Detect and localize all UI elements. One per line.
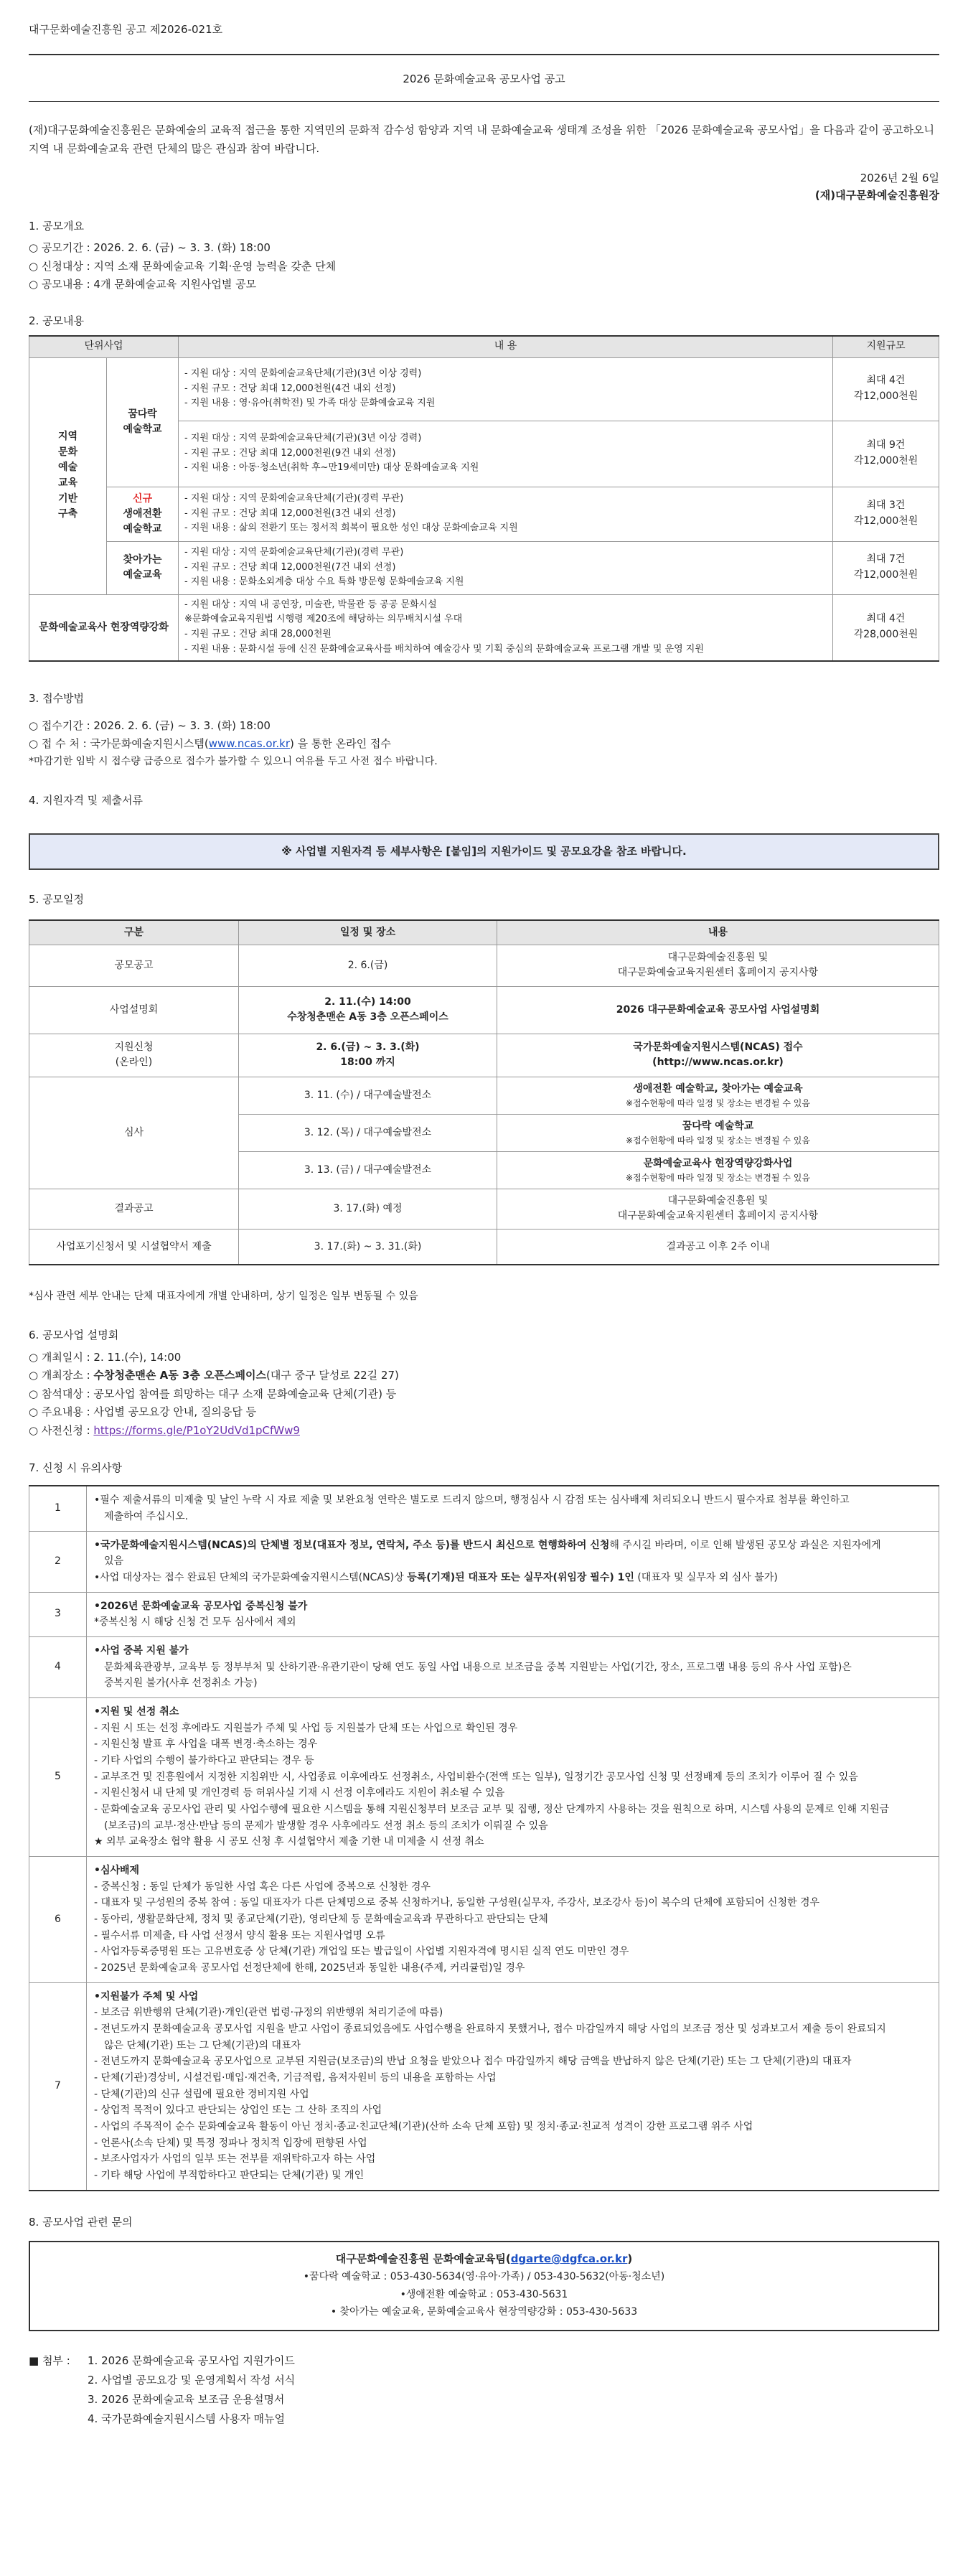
caution-line: - 동아리, 생활문화단체, 정치 및 종교단체(기관), 영리단체 등 문화예술교육과 무관하다고 판단되는 단체: [94, 1914, 548, 1926]
program-scale: 최대 7건 각12,000천원: [833, 541, 939, 594]
caution-line: - 2025년 문화예술교육 공모사업 선정단체에 한해, 2025년과 동일한 내용(주제, 커리큘럼)일 경우: [94, 1962, 525, 1975]
section-2-title: 2. 공모내용: [29, 314, 85, 327]
schedule-stage: 사업포기신청서 및 시설협약서 제출: [29, 1229, 239, 1265]
program-scale: 최대 9건 각12,000천원: [833, 421, 939, 487]
schedule-detail: [497, 1114, 939, 1151]
detail-note: ※접수현황에 따라 일정 및 장소는 변경될 수 있음: [625, 1097, 810, 1108]
schedule-detail: [497, 1189, 939, 1229]
content-line: - 지원 대상 : 지역 문화예술교육단체(기관)(경력 무관): [184, 546, 404, 558]
contact-team: [30, 2249, 938, 2268]
caution-number: 7: [29, 1982, 87, 2191]
caution-line: 제출하여 주십시오.: [104, 1510, 189, 1522]
caution-number: 6: [29, 1857, 87, 1983]
reception-period: ○ 접수기간 : 2026. 2. 6. (금) ~ 3. 3. (화) 18:00: [29, 718, 271, 732]
briefing-place-prefix: ○ 개최장소 :: [29, 1369, 94, 1382]
detail-line: 대구문화예술교육지원센터 홈페이지 공지사항: [617, 967, 819, 979]
schedule-date: 3. 12. (목) / 대구예술발전소: [239, 1114, 497, 1151]
detail-line: 생애전환 예술학교, 찾아가는 예술교육: [633, 1082, 803, 1095]
caution-line: - 대표자 및 구성원의 중복 참여 : 동일 대표자가 다른 단체명으로 중복 신청하거나, 동일한 구성원(실무자, 주강사, 보조강사 등)이 복수의 단체에 포함되어 신청한 경우: [94, 1897, 820, 1909]
program-teacher: 문화예술교육사 현장역량강화: [29, 594, 179, 661]
schedule-date: 3. 17.(화) ~ 3. 31.(화): [239, 1229, 497, 1265]
detail-line: (http://www.ncas.or.kr): [652, 1057, 784, 1069]
date-line: 2. 6.(금) ~ 3. 3.(화): [316, 1041, 420, 1054]
schedule-detail: [497, 1034, 939, 1077]
caution-line: - 사업의 주목적이 순수 문화예술교육 활동이 아닌 정치·종교·친교단체(기관)(산하 소속 단체 포함) 및 정치·종교·친교적 성격이 강한 프로그램 위주 사업: [94, 2121, 753, 2133]
content-line: - 지원 규모 : 건당 최대 12,000천원(4건 내외 선정): [184, 383, 396, 394]
caution-item: [87, 1636, 939, 1697]
content-line: - 지원 내용 : 삶의 전환기 또는 정서적 회복이 필요한 성인 대상 문화예술교육 지원: [184, 523, 518, 534]
stage-line: (온라인): [115, 1057, 153, 1069]
content-line: - 지원 규모 : 건당 최대 12,000천원(3건 내외 선정): [184, 507, 396, 519]
program-table-header: 내 용: [179, 336, 833, 357]
caution-table: [29, 1485, 939, 2191]
briefing-address: (대구 중구 달성로 22길 27): [266, 1369, 399, 1382]
caution-heading: •심사배제: [94, 1865, 140, 1877]
attachments-label: ■ 첨부 :: [29, 2353, 70, 2367]
caution-line: - 사업자등록증명원 또는 고유번호증 상 단체(기관) 개업일 또는 발급일이 사업별 지원자격에 명시된 실적 연도 미만인 경우: [94, 1946, 629, 1958]
caution-line: - 단체(기관)경상비, 시설건립·매입·재건축, 기금적립, 음저자원비 등의 내용을 포함하는 사업: [94, 2072, 497, 2084]
schedule-detail: 2026 대구문화예술교육 공모사업 사업설명회: [497, 986, 939, 1034]
content-line: - 지원 내용 : 영·유아(취학전) 및 가족 대상 문화예술교육 지원: [184, 398, 436, 409]
attachment-item[interactable]: 2. 사업별 공모요강 및 운영계획서 작성 서식: [88, 2373, 296, 2387]
schedule-detail: [497, 945, 939, 986]
contact-box: [29, 2241, 939, 2331]
attachment-item[interactable]: 4. 국가문화예술지원시스템 사용자 매뉴얼: [88, 2412, 285, 2425]
schedule-detail: 결과공고 이후 2주 이내: [497, 1229, 939, 1265]
caution-line: [94, 1570, 931, 1586]
section-4-title: 4. 지원자격 및 제출서류: [29, 793, 144, 807]
program-visiting: 찾아가는 예술교육: [107, 541, 179, 594]
section-5-title: 5. 공모일정: [29, 893, 85, 907]
detail-note: ※접수현황에 따라 일정 및 장소는 변경될 수 있음: [625, 1172, 810, 1183]
program-table: [29, 335, 939, 662]
attachment-item[interactable]: 1. 2026 문화예술교육 공모사업 지원가이드: [88, 2353, 295, 2367]
caution-line: - 언론사(소속 단체) 및 특정 정파나 정치적 입장에 편향된 사업: [94, 2137, 367, 2149]
schedule-date: [239, 1034, 497, 1077]
content-line: - 지원 대상 : 지역 내 공연장, 미술관, 박물관 등 공공 문화시설: [184, 599, 437, 610]
content-line: - 지원 규모 : 건당 최대 28,000천원: [184, 629, 332, 640]
contact-line: • 찾아가는 예술교육, 문화예술교육사 현장역량강화 : 053-430-5633: [330, 2306, 638, 2318]
intro-paragraph: (재)대구문화예술진흥원은 문화예술의 교육적 접근을 통한 지역민의 문화적 감수성 함양과 지역 내 문화예술교육 생태계 조성을 위한 「2026 문화예술교육 공모사업」을 다음과 같이 공고하오니 지역 내 문화예술교육 관련 단체의 많은 관심과 참여 바랍니다.: [29, 123, 934, 155]
caution-text: (대표자 및 실무자 외 심사 불가): [634, 1571, 778, 1583]
briefing-content: ○ 주요내용 : 사업별 공모요강 안내, 질의응답 등: [29, 1405, 257, 1419]
briefing-signup-prefix: ○ 사전신청 :: [29, 1423, 94, 1437]
title-rule-bottom: [29, 101, 939, 102]
reception-place-prefix: ○ 접 수 처 : 국가문화예술지원시스템(: [29, 737, 209, 751]
stage-line: 지원신청: [114, 1041, 154, 1054]
caution-item: [87, 1592, 939, 1636]
briefing-venue: 수창청춘맨숀 A동 3층 오픈스페이스: [93, 1369, 266, 1382]
program-transition-label: 생애전환 예술학교: [123, 507, 162, 535]
caution-line: (보조금)의 교부·정산·반납 등의 문제가 발생할 경우 사후에라도 선정 취소 등의 조치가 이뤄질 수 있음: [104, 1819, 548, 1832]
content-line: - 지원 대상 : 지역 문화예술교육단체(기관)(3년 이상 경력): [184, 432, 422, 444]
schedule-stage: 사업설명회: [29, 986, 239, 1034]
content-line: - 지원 내용 : 문화소외계층 대상 수요 특화 방문형 문화예술교육 지원: [184, 576, 464, 588]
section-3-title: 3. 접수방법: [29, 691, 85, 705]
content-line: - 지원 내용 : 아동·청소년(취학 후~만19세미만) 대상 문화예술교육 지원: [184, 462, 479, 474]
caution-line: 있음: [104, 1555, 124, 1568]
program-content: [179, 541, 833, 594]
program-dream-school: 꿈다락 예술학교: [107, 357, 179, 487]
content-line: - 지원 대상 : 지역 문화예술교육단체(기관)(3년 이상 경력): [184, 367, 422, 379]
program-category: 지역 문화 예술 교육 기반 구축: [29, 357, 107, 594]
caution-number: 2: [29, 1531, 87, 1592]
attachments-list: [88, 2351, 295, 2429]
section-1-title: 1. 공모개요: [29, 220, 85, 233]
caution-line: 문화체육관광부, 교육부 등 정부부처 및 산하기관·유관기관이 당해 연도 동일 사업 내용으로 보조금을 중복 지원받는 사업(기간, 장소, 프로그램 내용 등의 유사 사업 포함)은: [104, 1661, 852, 1673]
caution-highlight: •국가문화예술지원시스템(NCAS)의 단체별 정보(대표자 정보, 연락처, 주소 등)를 반드시 최신으로 현행화하여 신청: [94, 1539, 610, 1551]
caution-line: ★ 외부 교육장소 협약 활용 시 공모 신청 후 시설협약서 제출 기한 내 미제출 시 선정 취소: [94, 1836, 484, 1848]
attachment-item[interactable]: 3. 2026 문화예술교육 보조금 운용설명서: [88, 2392, 285, 2406]
caution-line: - 단체(기관)의 신규 설립에 필요한 경비지원 사업: [94, 2088, 309, 2100]
schedule-date: 3. 13. (금) / 대구예술발전소: [239, 1151, 497, 1189]
reception-place-suffix: ) 을 통한 온라인 접수: [290, 737, 391, 751]
schedule-stage: 공모공고: [29, 945, 239, 986]
date-line: 18:00 까지: [340, 1057, 395, 1069]
caution-text: 해 주시길 바라며, 이로 인해 발생된 공모상 과실은 지원자에게: [609, 1539, 881, 1551]
caution-line: - 기타 해당 사업에 부적합하다고 판단되는 단체(기관) 및 개인: [94, 2170, 365, 2182]
program-content: [179, 357, 833, 421]
caution-line: *중복신청 시 해당 신청 건 모두 심사에서 제외: [94, 1616, 296, 1629]
program-content: [179, 594, 833, 661]
caution-heading: •사업 중복 지원 불가: [94, 1644, 189, 1657]
new-badge: 신규: [132, 492, 153, 505]
contact-line: •꿈다락 예술학교 : 053-430-5634(영·유아·가족) / 053-430-5632(아동·청소년): [303, 2271, 665, 2283]
caution-line: - 상업적 목적이 있다고 판단되는 상업인 또는 그 산하 조직의 사업: [94, 2104, 382, 2117]
briefing-date: ○ 개최일시 : 2. 11.(수), 14:00: [29, 1350, 182, 1364]
caution-number: 3: [29, 1592, 87, 1636]
program-content: [179, 487, 833, 541]
schedule-detail: [497, 1077, 939, 1114]
reception-place: [29, 735, 939, 754]
caution-line: •필수 제출서류의 미제출 및 날인 누락 시 자료 제출 및 보완요청 연락은 별도로 드리지 않으며, 행정심사 시 감점 또는 심사배제 처리되오니 반드시 필수자료 첨부를 확인하고: [94, 1494, 850, 1507]
reception-note: *마감기한 임박 시 접수량 급증으로 접수가 불가할 수 있으니 여유를 두고 사전 접수 바랍니다.: [29, 755, 438, 767]
section-7-title: 7. 신청 시 유의사항: [29, 1461, 123, 1475]
caution-line: - 전년도까지 문화예술교육 공모사업으로 교부된 지원금(보조금)의 반납 요청을 받았으나 접수 마감일까지 해당 금액을 반납하지 않은 단체(기관) 또는 그 단체(기관)의 대표자: [94, 2056, 852, 2068]
caution-item: [87, 1857, 939, 1983]
caution-line: 중복지원 불가(사후 선정취소 가능): [104, 1677, 258, 1690]
briefing-signup: [29, 1422, 939, 1441]
overview-line: ○ 신청대상 : 지역 소재 문화예술교육 기획·운영 능력을 갖춘 단체: [29, 259, 337, 273]
overview-line: ○ 공모내용 : 4개 문화예술교육 지원사업별 공모: [29, 278, 257, 291]
schedule-stage: [29, 1034, 239, 1077]
schedule-header: 내용: [497, 920, 939, 945]
caution-number: 1: [29, 1486, 87, 1531]
detail-line: 대구문화예술진흥원 및: [667, 952, 769, 964]
attachments: [29, 2351, 939, 2429]
section-6-title: 6. 공모사업 설명회: [29, 1329, 119, 1342]
detail-note: ※접수현황에 따라 일정 및 장소는 변경될 수 있음: [625, 1135, 810, 1146]
schedule-date: [239, 986, 497, 1034]
schedule-table: [29, 919, 939, 1265]
caution-line: 않은 단체(기관) 또는 그 단체(기관)의 대표자: [104, 2039, 301, 2051]
schedule-header: 구분: [29, 920, 239, 945]
caution-line: - 보조사업자가 사업의 일부 또는 전부를 재위탁하고자 하는 사업: [94, 2153, 376, 2165]
notice-date: 2026년 2월 6일: [860, 172, 939, 184]
overview-line: ○ 공모기간 : 2026. 2. 6. (금) ~ 3. 3. (화) 18:00: [29, 241, 271, 255]
program-scale: 최대 4건 각28,000천원: [833, 594, 939, 661]
program-scale: 최대 3건 각12,000천원: [833, 487, 939, 541]
eligibility-callout: ※ 사업별 지원자격 등 세부사항은 [붙임]의 지원가이드 및 공모요강을 참조 바랍니다.: [29, 833, 939, 870]
detail-line: 문화예술교육사 현장역량강화사업: [643, 1157, 793, 1169]
caution-text: •사업 대상자는 접수 완료된 단체의 국가문화예술지원시스템(NCAS)상: [94, 1571, 408, 1583]
schedule-stage: 결과공고: [29, 1189, 239, 1229]
caution-line: - 교부조건 및 진흥원에서 지정한 지침위반 시, 사업종료 이후에라도 선정취소, 사업비환수(전액 또는 일부), 일정기간 공모사업 신청 및 선정배제 등의 조치가 이루어 질 수 있음: [94, 1771, 858, 1783]
schedule-note: *심사 관련 세부 안내는 단체 대표자에게 개별 안내하며, 상기 일정은 일부 변동될 수 있음: [29, 1291, 418, 1303]
schedule-header: 일정 및 장소: [239, 920, 497, 945]
caution-number: 5: [29, 1698, 87, 1857]
schedule-date: 2. 6.(금): [239, 945, 497, 986]
caution-line: - 보조금 위반행위 단체(기관)·개인(관련 법령·규정의 위반행위 처리기준에 따름): [94, 2007, 443, 2019]
program-transition-school: [107, 487, 179, 541]
caution-heading: •지원불가 주체 및 사업: [94, 1990, 199, 2003]
program-table-header: 단위사업: [29, 336, 179, 357]
content-line: ※문화예술교육지원법 시행령 제20조에 해당하는 의무배치시설 우대: [184, 614, 463, 625]
program-table-header: 지원규모: [833, 336, 939, 357]
caution-number: 4: [29, 1636, 87, 1697]
program-scale: 최대 4건 각12,000천원: [833, 357, 939, 421]
schedule-date: 3. 17.(화) 예정: [239, 1189, 497, 1229]
caution-line: [94, 1537, 931, 1554]
program-content: [179, 421, 833, 487]
section-8-title: 8. 공모사업 관련 문의: [29, 2215, 133, 2229]
content-line: - 지원 규모 : 건당 최대 12,000천원(9건 내외 선정): [184, 447, 396, 459]
caution-line: - 지원신청서 내 단체 및 개인경력 등 허위사실 기재 시 선정 이후에라도 지원이 취소될 수 있음: [94, 1787, 505, 1799]
ncas-link[interactable]: www.ncas.or.kr: [208, 737, 291, 751]
caution-item: [87, 1698, 939, 1857]
caution-line: - 중복신청 : 동일 단체가 동일한 사업 혹은 다른 사업에 중복으로 신청한 경우: [94, 1881, 431, 1893]
briefing-target: ○ 참석대상 : 공모사업 참여를 희망하는 대구 소재 문화예술교육 단체(기관) 등: [29, 1387, 397, 1400]
briefing-place: [29, 1367, 939, 1385]
schedule-detail: [497, 1151, 939, 1189]
caution-line: - 지원 시 또는 선정 후에라도 지원불가 주체 및 사업 등 지원불가 단체 또는 사업으로 확인된 경우: [94, 1722, 518, 1734]
date-line: 수창청춘맨숀 A동 3층 오픈스페이스: [287, 1011, 448, 1024]
caution-item: [87, 1531, 939, 1592]
caution-highlight: 등록(기재)된 대표자 또는 실무자(위임장 필수) 1인: [407, 1571, 634, 1583]
caution-line: - 문화예술교육 공모사업 관리 및 사업수행에 필요한 시스템을 통해 지원신청부터 보조금 교부 및 집행, 정산 단계까지 사용하는 것을 원칙으로 하며, 시스템 사용의 문제로 인해 지원금: [94, 1804, 890, 1816]
schedule-date: 3. 11. (수) / 대구예술발전소: [239, 1077, 497, 1114]
content-line: - 지원 대상 : 지역 문화예술교육단체(기관)(경력 무관): [184, 492, 404, 504]
caution-heading: •2026년 문화예술교육 공모사업 중복신청 불가: [94, 1600, 308, 1612]
detail-line: 대구문화예술교육지원센터 홈페이지 공지사항: [617, 1210, 819, 1222]
notice-number: 대구문화예술진흥원 공고 제2026-021호: [29, 23, 223, 36]
signup-form-link[interactable]: https://forms.gle/P1oY2UdVd1pCfWw9: [93, 1423, 300, 1437]
caution-line: - 필수서류 미제출, 타 사업 선정서 양식 활용 또는 지원사업명 오류: [94, 1929, 385, 1942]
issuer-org: (재)대구문화예술진흥원장: [814, 189, 939, 202]
caution-heading: •지원 및 선정 취소: [94, 1706, 179, 1718]
detail-line: 대구문화예술진흥원 및: [667, 1195, 769, 1207]
document-title: 2026 문화예술교육 공모사업 공고: [403, 72, 565, 86]
caution-item: [87, 1982, 939, 2191]
caution-item: [87, 1486, 939, 1531]
contact-line: •생애전환 예술학교 : 053-430-5631: [400, 2288, 568, 2300]
contact-email-link[interactable]: dgarte@dgfca.or.kr: [510, 2252, 628, 2266]
detail-line: 국가문화예술지원시스템(NCAS) 접수: [633, 1041, 803, 1054]
content-line: - 지원 규모 : 건당 최대 12,000천원(7건 내외 선정): [184, 561, 396, 573]
signature-block: [29, 169, 939, 204]
date-line: 2. 11.(수) 14:00: [324, 996, 411, 1008]
content-line: - 지원 내용 : 문화시설 등에 신진 문화예술교육사를 배치하여 예술강사 및 기획 중심의 문화예술교육 프로그램 개발 및 운영 지원: [184, 643, 704, 655]
detail-line: 꿈다락 예술학교: [682, 1120, 754, 1132]
caution-line: - 지원신청 발표 후 사업을 대폭 변경·축소하는 경우: [94, 1738, 318, 1751]
contact-team-suffix: ): [627, 2252, 633, 2266]
caution-line: - 전년도까지 문화예술교육 공모사업 지원을 받고 사업이 종료되었음에도 사업수행을 완료하지 못했거나, 접수 마감일까지 해당 사업의 보조금 정산 및 성과보고서 제출 등이 완료되지: [94, 2023, 886, 2036]
contact-team-name: 대구문화예술진흥원 문화예술교육팀(: [335, 2252, 511, 2266]
caution-line: - 기타 사업의 수행이 불가하다고 판단되는 경우 등: [94, 1755, 314, 1767]
schedule-stage: 심사: [29, 1077, 239, 1189]
